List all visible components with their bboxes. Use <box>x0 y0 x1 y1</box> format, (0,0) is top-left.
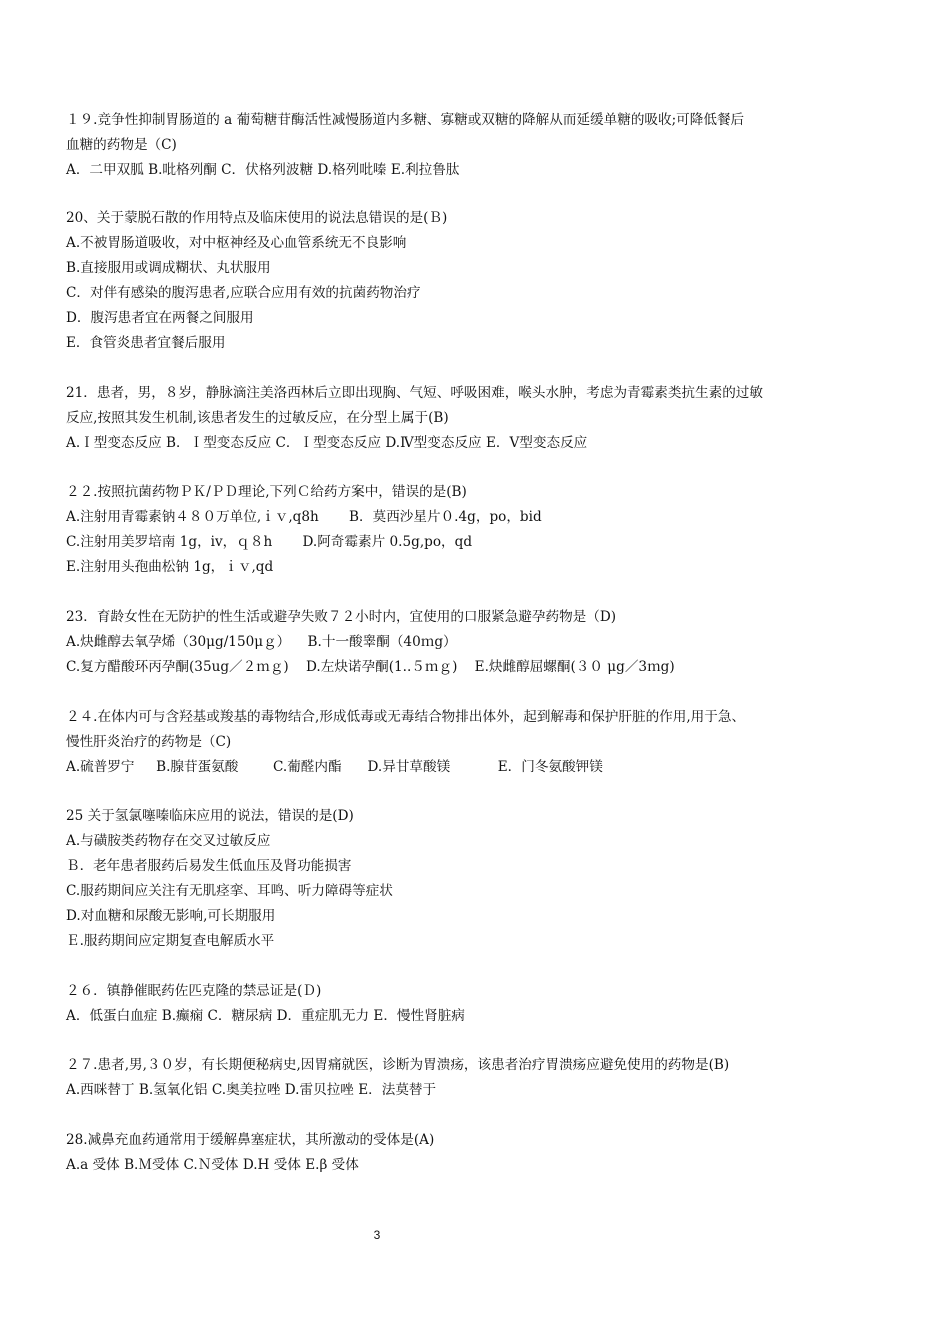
question-28-options: A.a 受体 B.Ｍ受体 C.Ｎ受体 D.H 受体 E.β 受体 <box>66 1157 359 1173</box>
question-23-options-cde: C.复方醋酸环丙孕酮(35ug／２ｍｇ) D.左炔诺孕酮(1..５ｍｇ) E.炔雌醇屈螺酮(３０ μg／3ｍg) <box>66 659 675 675</box>
question-25-option-b: Ｂ．老年患者服药后易发生低血压及肾功能损害 <box>66 858 352 874</box>
question-19-stem-line1: １９.竞争性抑制胃肠道的 a 葡萄糖苷酶活性减慢肠道内多糖、寡糖或双糖的降解从而延缓单糖的吸收;可降低餐后 <box>66 112 745 128</box>
question-21-stem-line2: 反应,按照其发生机制,该患者发生的过敏反应，在分型上属于(B) <box>66 410 449 426</box>
question-25-option-a: A.与磺胺类药物存在交叉过敏反应 <box>66 833 271 849</box>
question-22-option-e: E.注射用头孢曲松钠 1g，ｉｖ,qd <box>66 559 274 575</box>
question-26-options: A．低蛋白血症 B.癫痫 C．糖尿病 D．重症肌无力 E．慢性肾脏病 <box>66 1008 465 1024</box>
question-20-stem: 20、关于蒙脱石散的作用特点及临床使用的说法息错误的是(Ｂ) <box>66 210 448 226</box>
question-21-stem-line1: 21．患者，男，８岁，静脉滴注美洛西林后立即出现胸、气短、呼吸困难，喉头水肿，考虑为青霉素类抗生素的过敏 <box>66 385 763 401</box>
question-20-option-e: E．食管炎患者宜餐后服用 <box>66 335 226 351</box>
question-24-stem-line2: 慢性肝炎治疗的药物是（C) <box>66 734 232 750</box>
question-20-option-a: A.不被胃肠道吸收，对中枢神经及心血管系统无不良影响 <box>66 235 407 251</box>
question-21 <box>66 381 916 456</box>
question-23 <box>66 605 916 680</box>
question-24 <box>66 705 916 780</box>
question-26 <box>66 979 916 1029</box>
question-28-stem: 28.减鼻充血药通常用于缓解鼻塞症状，其所激动的受体是(A) <box>66 1132 435 1148</box>
question-25-option-d: D.对血糖和尿酸无影响,可长期服用 <box>66 908 276 924</box>
page-number: 3 <box>373 1228 381 1242</box>
question-25-option-e: Ｅ.服药期间应定期复查电解质水平 <box>66 933 275 949</box>
question-22-stem: ２２.按照抗菌药物ＰＫ/ＰＤ理论,下列Ｃ给药方案中，错误的是(B) <box>66 484 467 500</box>
question-23-options-ab: A.炔雌醇去氧孕烯（30μg/150μｇ） B.十一酸睾酮（40ｍg） <box>66 634 457 650</box>
question-24-options: A.硫普罗宁 B.腺苷蛋氨酸 C.葡醛内酯 D.异甘草酸镁 E．门冬氨酸钾镁 <box>66 759 603 775</box>
question-20-option-d: D．腹泻患者宜在两餐之间服用 <box>66 310 254 326</box>
question-22-options-cd: C.注射用美罗培南 1g，iv，ｑ８h D.阿奇霉素片 0.5g,po，qd <box>66 534 473 550</box>
question-24-stem-line1: ２４.在体内可与含羟基或羧基的毒物结合,形成低毒或无毒结合物排出体外，起到解毒和保护肝脏的作用,用于急、 <box>66 709 746 725</box>
question-25-option-c: C.服药期间应关注有无肌痉挛、耳鸣、听力障碍等症状 <box>66 883 393 899</box>
question-20-option-c: C．对伴有感染的腹泻患者,应联合应用有效的抗菌药物治疗 <box>66 285 421 301</box>
question-27-stem: ２７.患者,男,３０岁，有长期便秘病史,因胃痛就医，诊断为胃溃疡，该患者治疗胃溃疡应避免使用的药物是(B) <box>66 1057 730 1073</box>
question-25 <box>66 804 916 954</box>
question-27-options: A.西咪替丁 B.氢氧化铝 C.奥美拉唑 D.雷贝拉唑 E．法莫替于 <box>66 1082 437 1098</box>
question-20-option-b: B.直接服用或调成糊状、丸状服用 <box>66 260 271 276</box>
question-23-stem: 23．育龄女性在无防护的性生活或避孕失败７２小时内，宜使用的口服紧急避孕药物是（D) <box>66 609 617 625</box>
question-22 <box>66 480 916 580</box>
question-20 <box>66 206 916 356</box>
question-27 <box>66 1053 916 1103</box>
question-19 <box>66 108 916 183</box>
question-25-stem: 25 关于氢氯噻嗪临床应用的说法，错误的是(D) <box>66 808 354 824</box>
question-21-options: A.Ｉ型变态反应 B．Ｉ型变态反应 C．Ｉ型变态反应 D.Ⅳ型变态反应 E．Ⅴ型变态反应 <box>66 435 588 451</box>
question-22-options-ab: A.注射用青霉素钠４８０万单位,ｉｖ,q8h B．莫西沙星片０.4g，po，bid <box>66 509 542 525</box>
question-19-stem-line2: 血糖的药物是（C) <box>66 137 177 153</box>
question-26-stem: ２６．镇静催眠药佐匹克隆的禁忌证是(Ｄ) <box>66 983 322 999</box>
question-19-options: A．二甲双胍 B.吡格列酮 C．伏格列波糖 D.格列吡嗪 E.利拉鲁肽 <box>66 162 460 178</box>
question-28 <box>66 1128 916 1178</box>
